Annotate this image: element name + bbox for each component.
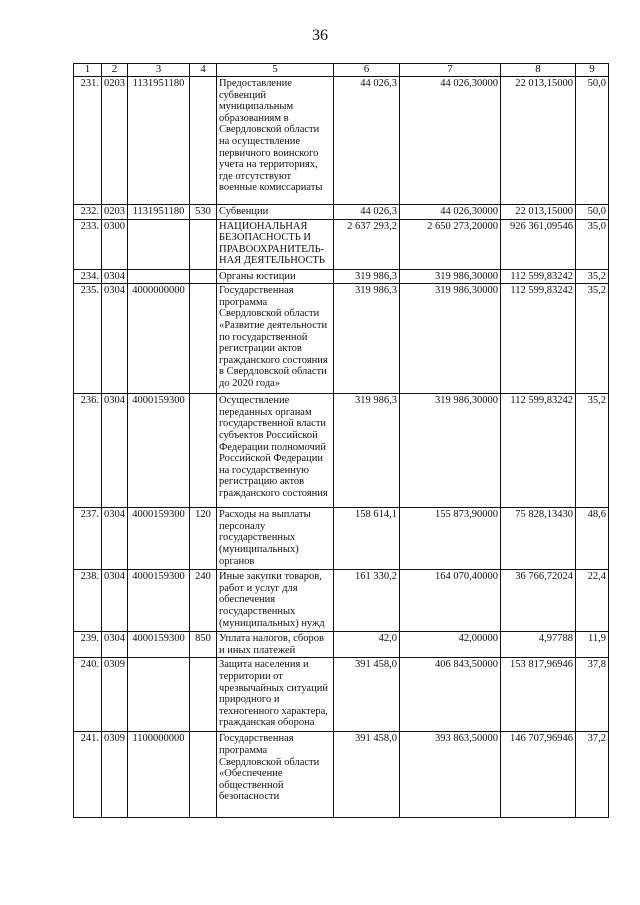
approved-amount: 319 986,30000 bbox=[400, 284, 501, 394]
planned-amount: 391 458,0 bbox=[334, 732, 400, 818]
target-article-code: 4000000000 bbox=[128, 284, 190, 394]
column-header: 8 bbox=[501, 64, 576, 77]
row-number: 234. bbox=[74, 269, 102, 284]
planned-amount: 158 614,1 bbox=[334, 508, 400, 570]
execution-percent: 35,2 bbox=[576, 394, 609, 508]
table-row bbox=[74, 219, 609, 269]
section-code: 0300 bbox=[102, 219, 128, 269]
row-number: 240. bbox=[74, 658, 102, 732]
budget-table bbox=[73, 63, 609, 818]
row-number: 233. bbox=[74, 219, 102, 269]
table-row bbox=[74, 658, 609, 732]
executed-amount: 75 828,13430 bbox=[501, 508, 576, 570]
section-code: 0309 bbox=[102, 658, 128, 732]
planned-amount: 319 986,3 bbox=[334, 284, 400, 394]
table-row bbox=[74, 632, 609, 658]
section-code: 0304 bbox=[102, 508, 128, 570]
row-number: 232. bbox=[74, 205, 102, 220]
target-article-code bbox=[128, 658, 190, 732]
approved-amount: 2 650 273,20000 bbox=[400, 219, 501, 269]
expense-name: Уплата налогов, сборов и иных платежей bbox=[217, 632, 334, 658]
expense-type-code: 530 bbox=[190, 205, 217, 220]
execution-percent: 11,9 bbox=[576, 632, 609, 658]
target-article-code bbox=[128, 219, 190, 269]
expense-name: Защита населения и территории от чрезвычайных ситуаций природного и техногенного характера, гражданская оборона bbox=[217, 658, 334, 732]
column-header: 7 bbox=[400, 64, 501, 77]
expense-type-code bbox=[190, 269, 217, 284]
target-article-code: 4000159300 bbox=[128, 394, 190, 508]
column-header: 2 bbox=[102, 64, 128, 77]
approved-amount: 164 070,40000 bbox=[400, 570, 501, 632]
approved-amount: 42,00000 bbox=[400, 632, 501, 658]
execution-percent: 50,0 bbox=[576, 77, 609, 205]
table-row bbox=[74, 394, 609, 508]
row-number: 236. bbox=[74, 394, 102, 508]
expense-type-code: 850 bbox=[190, 632, 217, 658]
execution-percent: 35,0 bbox=[576, 219, 609, 269]
section-code: 0304 bbox=[102, 394, 128, 508]
executed-amount: 22 013,15000 bbox=[501, 77, 576, 205]
page-number: 36 bbox=[312, 27, 328, 44]
approved-amount: 393 863,50000 bbox=[400, 732, 501, 818]
executed-amount: 146 707,96946 bbox=[501, 732, 576, 818]
planned-amount: 319 986,3 bbox=[334, 269, 400, 284]
column-header: 5 bbox=[217, 64, 334, 77]
section-code: 0203 bbox=[102, 205, 128, 220]
row-number: 235. bbox=[74, 284, 102, 394]
column-header: 3 bbox=[128, 64, 190, 77]
expense-name: Субвенции bbox=[217, 205, 334, 220]
execution-percent: 50,0 bbox=[576, 205, 609, 220]
section-code: 0304 bbox=[102, 284, 128, 394]
target-article-code bbox=[128, 269, 190, 284]
table-row bbox=[74, 508, 609, 570]
table-row bbox=[74, 269, 609, 284]
expense-name: Органы юстиции bbox=[217, 269, 334, 284]
table-header-row bbox=[74, 64, 609, 77]
expense-type-code: 120 bbox=[190, 508, 217, 570]
planned-amount: 391 458,0 bbox=[334, 658, 400, 732]
table-row bbox=[74, 570, 609, 632]
executed-amount: 112 599,83242 bbox=[501, 394, 576, 508]
planned-amount: 161 330,2 bbox=[334, 570, 400, 632]
planned-amount: 319 986,3 bbox=[334, 394, 400, 508]
executed-amount: 153 817,96946 bbox=[501, 658, 576, 732]
column-header: 9 bbox=[576, 64, 609, 77]
expense-type-code bbox=[190, 77, 217, 205]
expense-type-code bbox=[190, 732, 217, 818]
column-header: 1 bbox=[74, 64, 102, 77]
planned-amount: 42,0 bbox=[334, 632, 400, 658]
execution-percent: 37,2 bbox=[576, 732, 609, 818]
executed-amount: 22 013,15000 bbox=[501, 205, 576, 220]
executed-amount: 112 599,83242 bbox=[501, 284, 576, 394]
expense-type-code: 240 bbox=[190, 570, 217, 632]
expense-name: Иные закупки товаров, работ и услуг для обеспечения государственных (муниципальных) нужд bbox=[217, 570, 334, 632]
column-header: 6 bbox=[334, 64, 400, 77]
target-article-code: 1131951180 bbox=[128, 205, 190, 220]
planned-amount: 44 026,3 bbox=[334, 77, 400, 205]
expense-name: Расходы на выплаты персоналу государственных (муниципальных) органов bbox=[217, 508, 334, 570]
section-code: 0304 bbox=[102, 632, 128, 658]
executed-amount: 926 361,09546 bbox=[501, 219, 576, 269]
execution-percent: 48,6 bbox=[576, 508, 609, 570]
table-row bbox=[74, 732, 609, 818]
approved-amount: 319 986,30000 bbox=[400, 394, 501, 508]
approved-amount: 406 843,50000 bbox=[400, 658, 501, 732]
target-article-code: 4000159300 bbox=[128, 508, 190, 570]
row-number: 238. bbox=[74, 570, 102, 632]
executed-amount: 36 766,72024 bbox=[501, 570, 576, 632]
expense-name: Государственная программа Свердловской области «Обеспечение общественной безопасности bbox=[217, 732, 334, 818]
row-number: 239. bbox=[74, 632, 102, 658]
target-article-code: 4000159300 bbox=[128, 632, 190, 658]
target-article-code: 4000159300 bbox=[128, 570, 190, 632]
approved-amount: 155 873,90000 bbox=[400, 508, 501, 570]
table-row bbox=[74, 77, 609, 205]
approved-amount: 44 026,30000 bbox=[400, 77, 501, 205]
section-code: 0304 bbox=[102, 570, 128, 632]
row-number: 241. bbox=[74, 732, 102, 818]
planned-amount: 44 026,3 bbox=[334, 205, 400, 220]
table-row bbox=[74, 205, 609, 220]
row-number: 237. bbox=[74, 508, 102, 570]
expense-type-code bbox=[190, 219, 217, 269]
expense-name: Осуществление переданных органам государственной власти субъектов Российской Федерации полномочий Российской Федерации на государственную регистрацию актов гражданского состояния bbox=[217, 394, 334, 508]
expense-name: НАЦИОНАЛЬНАЯ БЕЗОПАСНОСТЬ И ПРАВООХРАНИТЕЛЬ-НАЯ ДЕЯТЕЛЬНОСТЬ bbox=[217, 219, 334, 269]
expense-name: Предоставление субвенций муниципальным образованиям в Свердловской области на осуществление первичного воинского учета на территориях, где отсутствуют военные комиссариаты bbox=[217, 77, 334, 205]
execution-percent: 35,2 bbox=[576, 269, 609, 284]
target-article-code: 1131951180 bbox=[128, 77, 190, 205]
expense-type-code bbox=[190, 284, 217, 394]
expense-type-code bbox=[190, 394, 217, 508]
section-code: 0304 bbox=[102, 269, 128, 284]
executed-amount: 4,97788 bbox=[501, 632, 576, 658]
target-article-code: 1100000000 bbox=[128, 732, 190, 818]
row-number: 231. bbox=[74, 77, 102, 205]
approved-amount: 319 986,30000 bbox=[400, 269, 501, 284]
execution-percent: 35,2 bbox=[576, 284, 609, 394]
planned-amount: 2 637 293,2 bbox=[334, 219, 400, 269]
expense-name: Государственная программа Свердловской области «Развитие деятельности по государственной регистрации актов гражданского состояния в Свердловской области до 2020 года» bbox=[217, 284, 334, 394]
section-code: 0203 bbox=[102, 77, 128, 205]
expense-type-code bbox=[190, 658, 217, 732]
executed-amount: 112 599,83242 bbox=[501, 269, 576, 284]
approved-amount: 44 026,30000 bbox=[400, 205, 501, 220]
execution-percent: 22,4 bbox=[576, 570, 609, 632]
column-header: 4 bbox=[190, 64, 217, 77]
table-row bbox=[74, 284, 609, 394]
section-code: 0309 bbox=[102, 732, 128, 818]
execution-percent: 37,8 bbox=[576, 658, 609, 732]
